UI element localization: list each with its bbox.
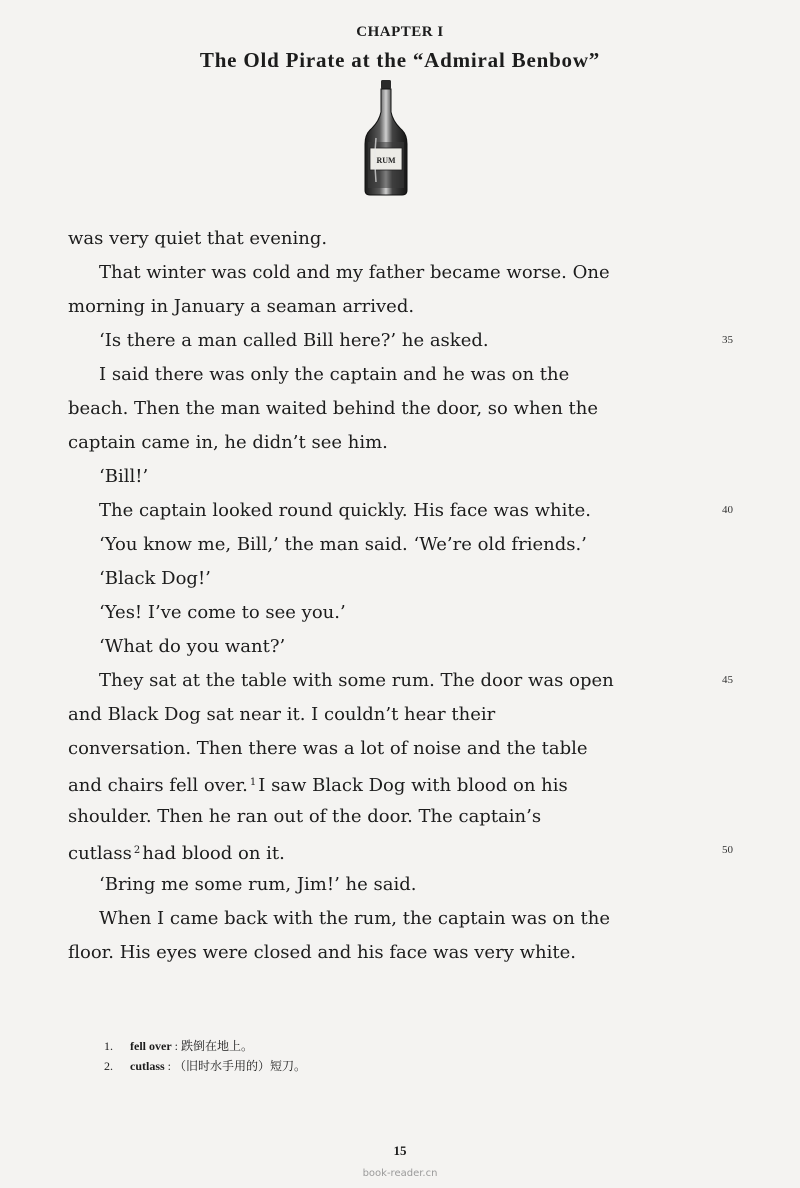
footnote-number: 1. (104, 1039, 113, 1053)
footnote-separator: : (171, 1039, 181, 1053)
text-line-content: shoulder. Then he ran out of the door. The captain’s (68, 806, 542, 827)
text-line (68, 664, 708, 698)
line-number: 40 (722, 504, 733, 516)
text-line-content: ‘Black Dog!’ (99, 568, 211, 589)
text-line-content: That winter was cold and my father became worse. One (99, 262, 610, 283)
text-line (68, 426, 708, 460)
text-line (68, 222, 708, 256)
rum-bottle-icon (362, 78, 410, 198)
text-line-content: and Black Dog sat near it. I couldn’t hear their (68, 704, 496, 725)
text-line-content: conversation. Then there was a lot of noise and the table (68, 738, 588, 759)
text-line-content: beach. Then the man waited behind the door, so when the (68, 398, 598, 419)
text-line-content: was very quiet that evening. (68, 228, 328, 249)
text-line (68, 256, 708, 290)
text-line (68, 528, 708, 562)
footnote-term: cutlass (130, 1059, 165, 1073)
text-line-content: ‘You know me, Bill,’ the man said. ‘We’re old friends.’ (99, 534, 587, 555)
text-line (68, 596, 708, 630)
watermark: book-reader.cn (362, 1168, 438, 1179)
text-line-content: and chairs fell over. (68, 775, 248, 796)
text-line (68, 800, 708, 834)
footnote-gloss: （旧时水手用的）短刀。 (174, 1059, 307, 1073)
text-line-content: The captain looked round quickly. His face was white. (99, 500, 592, 521)
text-line (68, 562, 708, 596)
text-line-content: ‘Is there a man called Bill here?’ he asked. (99, 330, 489, 351)
story-text (68, 222, 708, 970)
chapter-label: CHAPTER I (356, 24, 444, 40)
page-number: 15 (393, 1143, 407, 1158)
text-line (68, 834, 708, 868)
text-line-content: ‘Bill!’ (99, 466, 149, 487)
text-line (68, 868, 708, 902)
footnote-term: fell over (130, 1039, 172, 1053)
text-line-content: When I came back with the rum, the captain was on the (99, 908, 611, 929)
bottle-label: RUM (376, 156, 396, 165)
text-line (68, 630, 708, 664)
footnote (104, 1056, 604, 1076)
text-line (68, 766, 708, 800)
footnote-marker: 2 (133, 845, 141, 856)
text-line (68, 324, 708, 358)
chapter-title: The Old Pirate at the “Admiral Benbow” (199, 48, 601, 72)
text-line (68, 698, 708, 732)
text-line-content: They sat at the table with some rum. The door was open (99, 670, 614, 691)
text-line-content: captain came in, he didn’t see him. (68, 432, 388, 453)
text-line (68, 936, 708, 970)
line-number: 45 (722, 674, 733, 686)
text-line-content: cutlass (68, 843, 132, 864)
text-line (68, 732, 708, 766)
footnotes (104, 1036, 604, 1076)
text-line-content: ‘Yes! I’ve come to see you.’ (99, 602, 346, 623)
text-line-content: ‘What do you want?’ (99, 636, 286, 657)
text-line-continuation: had blood on it. (142, 843, 285, 864)
line-number: 50 (722, 844, 733, 856)
text-line-content: ‘Bring me some rum, Jim!’ he said. (99, 874, 417, 895)
text-line-content: floor. His eyes were closed and his face was very white. (68, 942, 576, 963)
text-line-content: I said there was only the captain and he was on the (99, 364, 570, 385)
footnote-number: 2. (104, 1059, 113, 1073)
footnote-marker: 1 (249, 777, 257, 788)
text-line (68, 460, 708, 494)
footnote-gloss: 跌倒在地上。 (181, 1039, 254, 1053)
text-line (68, 392, 708, 426)
text-line (68, 494, 708, 528)
text-line (68, 358, 708, 392)
text-line-content: morning in January a seaman arrived. (68, 296, 415, 317)
footnote (104, 1036, 604, 1056)
line-number: 35 (722, 334, 733, 346)
text-line (68, 290, 708, 324)
text-line (68, 902, 708, 936)
text-line-continuation: I saw Black Dog with blood on his (258, 775, 568, 796)
footnote-separator: : (164, 1059, 175, 1073)
